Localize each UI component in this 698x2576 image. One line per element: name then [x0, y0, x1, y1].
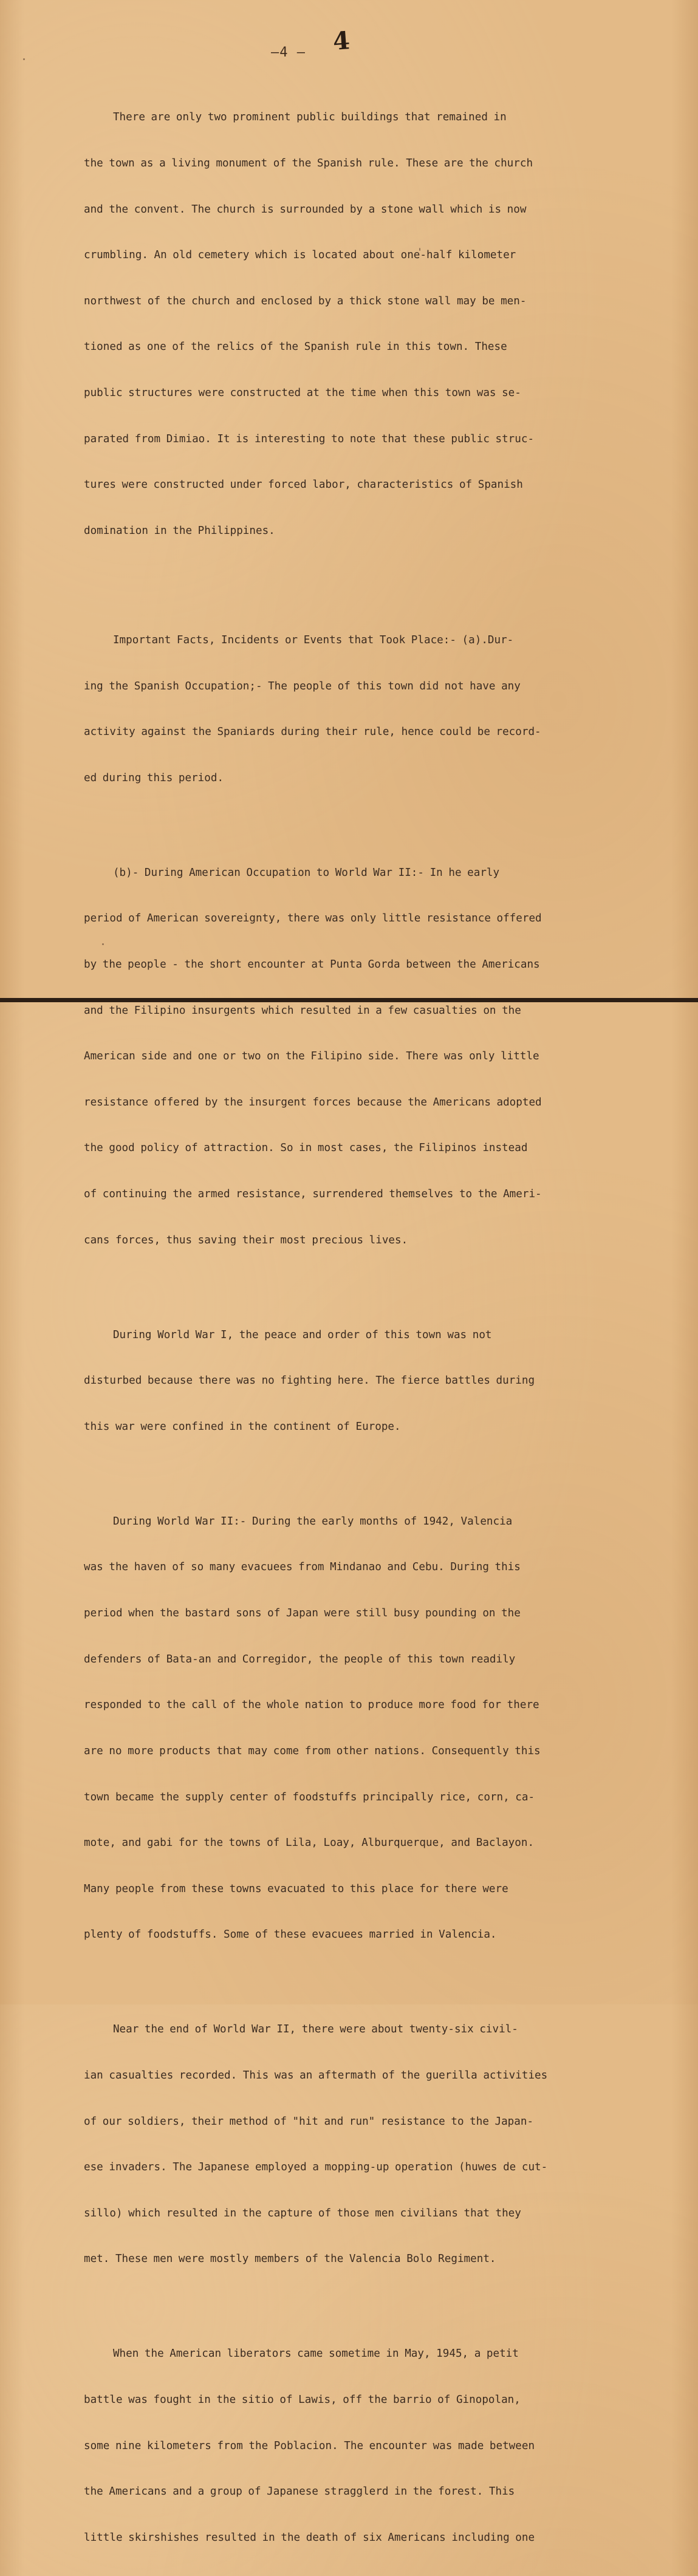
text-line: Near the end of World War II, there were about twenty-six civil- [84, 2023, 518, 2036]
text-line: (b)- During American Occupation to World War II:- In he early [84, 866, 500, 879]
text-line: parated from Dimiao. It is interesting to note that these public struc- [84, 432, 535, 445]
text-line: plenty of foodstuffs. Some of these evacuees married in Valencia. [84, 1929, 497, 1941]
paragraph-world-war-two [84, 1483, 649, 1973]
text-line: sillo) which resulted in the capture of those men civilians that they [84, 2207, 521, 2219]
text-line: defenders of Bata-an and Corregidor, the people of this town readily [84, 1653, 516, 1666]
text-line: are no more products that may come from other nations. Consequently this [84, 1744, 541, 1757]
text-line: of continuing the armed resistance, surrendered themselves to the Ameri- [84, 1188, 542, 1201]
text-line: public structures were constructed at the time when this town was se- [84, 387, 521, 400]
paragraph-civilian-casualties [84, 1992, 649, 2298]
text-line: crumbling. An old cemetery which is located about one-half kilometer [84, 249, 516, 262]
text-line: There are only two prominent public buildings that remained in [84, 111, 507, 124]
text-line: ian casualties recorded. This was an aftermath of the guerilla activities [84, 2069, 548, 2082]
text-line: of our soldiers, their method of "hit and run" resistance to the Japan- [84, 2115, 534, 2128]
document-body [84, 80, 649, 2576]
text-line: During World War I, the peace and order of this town was not [84, 1328, 492, 1341]
text-line: period of American sovereignty, there was only little resistance offered [84, 912, 542, 925]
text-line: met. These men were mostly members of the Valencia Bolo Regiment. [84, 2253, 496, 2266]
text-line: mote, and gabi for the towns of Lila, Loay, Alburquerque, and Baclayon. [84, 1837, 535, 1850]
text-line: the good policy of attraction. So in most cases, the Filipinos instead [84, 1142, 528, 1155]
text-line: Important Facts, Incidents or Events that Took Place:- (a).Dur- [84, 634, 514, 646]
text-line: and the Filipino insurgents which resulted in a few casualties on the [84, 1004, 521, 1017]
text-line: domination in the Philippines. [84, 524, 275, 537]
text-line: the Americans and a group of Japanese stragglerd in the forest. This [84, 2485, 515, 2498]
text-line: was the haven of so many evacuees from Mindanao and Cebu. During this [84, 1561, 521, 1574]
text-line: American side and one or two on the Filipino side. There was only little [84, 1050, 539, 1063]
text-line: this war were confined in the continent of Europe. [84, 1420, 401, 1433]
text-line: battle was fought in the sitio of Lawis, off the barrio of Ginopolan, [84, 2394, 521, 2407]
text-line: resistance offered by the insurgent forces because the Americans adopted [84, 1096, 542, 1109]
text-line: cans forces, thus saving their most precious lives. [84, 1234, 408, 1246]
text-line: Many people from these towns evacuated to this place for there were [84, 1882, 508, 1895]
text-line: the town as a living monument of the Spanish rule. These are the church [84, 157, 533, 170]
text-line: tioned as one of the relics of the Spanish rule in this town. These [84, 341, 507, 354]
paragraph-american-liberators [84, 2316, 649, 2576]
text-line: by the people - the short encounter at Punta Gorda between the Americans [84, 958, 540, 971]
text-line: and the convent. The church is surrounded by a stone wall which is now [84, 203, 527, 216]
text-line: some nine kilometers from the Poblacion. The encounter was made between [84, 2439, 535, 2452]
paragraph-american-occupation [84, 835, 649, 1279]
text-line: little skirshishes resulted in the death of six Americans including one [84, 2531, 535, 2544]
text-line: responded to the call of the whole nation to produce more food for there [84, 1699, 539, 1712]
text-line: northwest of the church and enclosed by a thick stone wall may be men- [84, 295, 527, 307]
paragraph-important-facts [84, 603, 649, 817]
text-line: disturbed because there was no fighting here. The fierce battles during [84, 1375, 535, 1387]
text-line: activity against the Spaniards during their rule, hence could be record- [84, 726, 541, 739]
handwritten-page-number: 4 [332, 26, 351, 56]
text-line: town became the supply center of foodstuffs principally rice, corn, ca- [84, 1791, 535, 1803]
text-line: period when the bastard sons of Japan were still busy pounding on the [84, 1607, 521, 1620]
text-line: When the American liberators came sometime in May, 1945, a petit [84, 2348, 519, 2360]
paper-speck [23, 58, 25, 60]
paragraph-world-war-one [84, 1297, 649, 1465]
text-line: During World War II:- During the early months of 1942, Valencia [84, 1515, 513, 1528]
text-line: ing the Spanish Occupation;- The people of this town did not have any [84, 680, 521, 692]
text-line: ese invaders. The Japanese employed a mopping-up operation (huwes de cut- [84, 2161, 548, 2174]
page-number: —4 — [271, 45, 306, 60]
text-line: ed during this period. [84, 771, 224, 784]
paragraph-spanish-buildings [84, 80, 649, 570]
text-line: tures were constructed under forced labor, characteristics of Spanish [84, 479, 523, 491]
